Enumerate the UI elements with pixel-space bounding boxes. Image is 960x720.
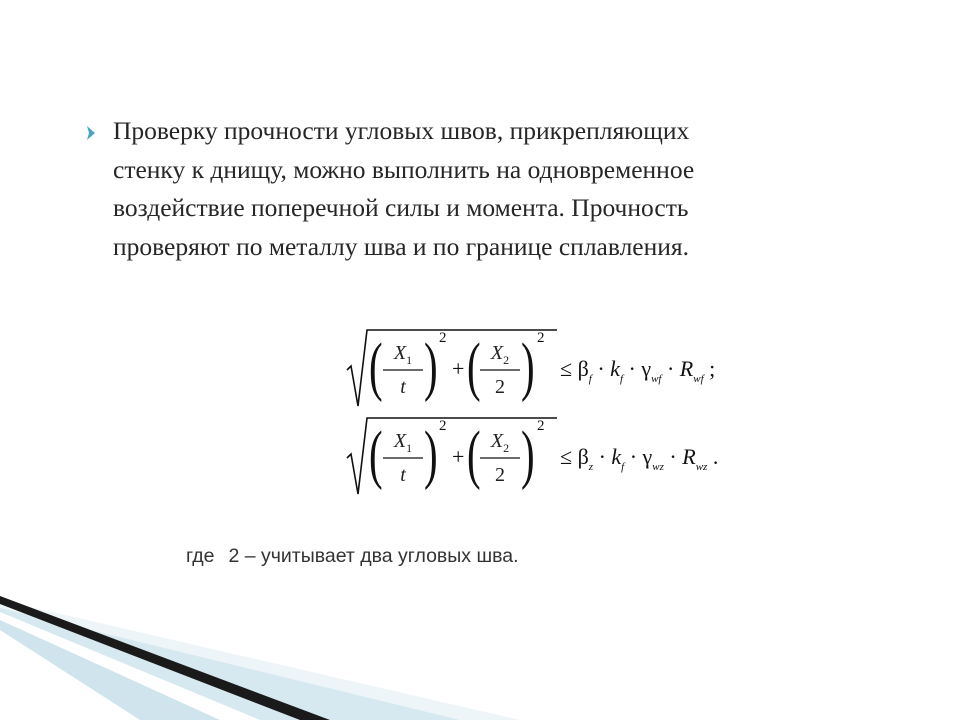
frac-denominator-2: 2 [495,376,505,398]
note-word: где [186,545,215,567]
right-paren-1: ) [424,418,438,491]
bullet-line-3: воздействие поперечной силы и момента. Прочность [113,193,689,222]
right-paren-2: ) [521,418,535,491]
frac-numerator-2: $X_2$ [490,430,510,455]
left-paren-1: ( [369,418,383,491]
frac-numerator-1: $X_1$ [393,342,413,367]
formula-fusion-boundary [345,414,815,500]
formula-note [186,545,519,568]
bullet-line-1: Проверку прочности угловых швов, прикрепляющих [113,116,690,145]
left-paren-2: ( [467,330,481,403]
decorative-swoosh [0,590,520,720]
bullet-line-2: стенку к днищу, можно выполнить на одновременное [113,154,695,184]
chevron-right-bullet-icon [84,124,98,142]
frac-denominator-2: 2 [495,464,505,486]
bullet-text [113,112,864,266]
formula-rhs: ≤ $\beta_z \cdot k_f \cdot \gamma_{wz} \cdot R_{wz}$ . [560,444,719,473]
note-text: 2 – учитывает два угловых шва. [228,545,519,567]
formula-rhs: ≤ $\beta_f \cdot k_f \cdot \gamma_{wf} \cdot R_{wf}$ ; [560,356,716,385]
frac-numerator-2: $X_2$ [490,342,510,367]
frac-numerator-1: $X_1$ [393,430,413,455]
formula-metal [345,326,815,412]
exponent-1: 2 [439,418,447,434]
left-paren-2: ( [467,418,481,491]
bullet-line-4: проверяют по металлу шва и по границе сплавления. [113,231,690,261]
exponent-2: 2 [537,418,545,434]
right-paren-1: ) [424,330,438,403]
plus-sign: + [452,444,465,469]
left-paren-1: ( [369,330,383,403]
right-paren-2: ) [521,330,535,403]
plus-sign: + [452,356,465,381]
exponent-1: 2 [439,330,447,346]
frac-denominator-1: t [400,376,406,398]
exponent-2: 2 [537,330,545,346]
frac-denominator-1: t [400,464,406,486]
bullet-paragraph [84,112,864,266]
